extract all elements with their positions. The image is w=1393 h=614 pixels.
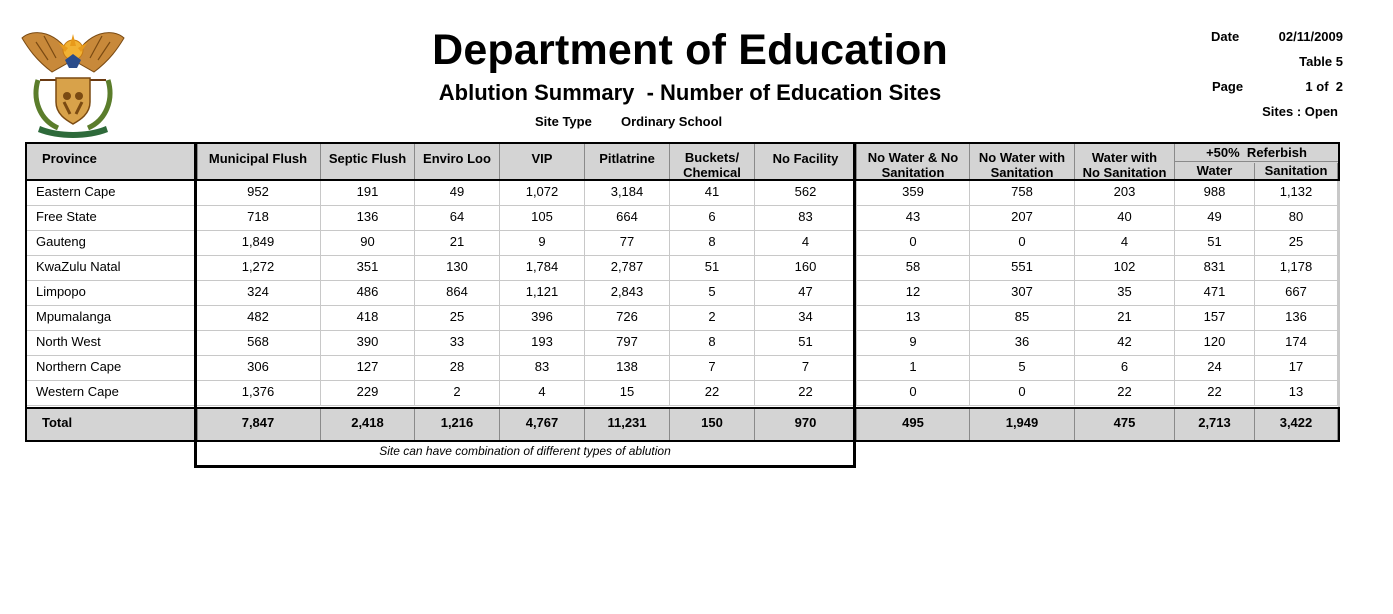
value-cell: 562 — [755, 181, 857, 206]
value-cell: 0 — [970, 381, 1075, 406]
province-cell: Gauteng — [25, 231, 196, 256]
value-cell: 51 — [1175, 231, 1255, 256]
value-cell: 136 — [1255, 306, 1338, 331]
value-cell: 22 — [1175, 381, 1255, 406]
value-cell: 1,849 — [196, 231, 321, 256]
value-cell: 207 — [970, 206, 1075, 231]
value-cell: 203 — [1075, 181, 1175, 206]
value-cell: 22 — [755, 381, 857, 406]
value-cell: 3,184 — [585, 181, 670, 206]
value-cell: 102 — [1075, 256, 1175, 281]
value-cell: 1,178 — [1255, 256, 1338, 281]
value-cell: 1,072 — [500, 181, 585, 206]
value-cell: 718 — [196, 206, 321, 231]
value-cell: 47 — [755, 281, 857, 306]
total-cell: 4,767 — [500, 409, 585, 440]
total-cell: 1,949 — [970, 409, 1075, 440]
coat-of-arms-icon — [18, 20, 128, 138]
column-header: Water with No Sanitation — [1075, 144, 1175, 179]
value-cell: 2,843 — [585, 281, 670, 306]
value-cell: 351 — [321, 256, 415, 281]
value-cell: 28 — [415, 356, 500, 381]
value-cell: 390 — [321, 331, 415, 356]
table-row — [25, 181, 1340, 206]
total-cell: 970 — [755, 409, 857, 440]
value-cell: 17 — [1255, 356, 1338, 381]
value-cell: 307 — [970, 281, 1075, 306]
column-header: Sanitation — [1255, 163, 1338, 179]
column-header: No Facility — [755, 144, 857, 179]
total-row — [25, 407, 1340, 442]
total-cell: 2,713 — [1175, 409, 1255, 440]
value-cell: 6 — [670, 206, 755, 231]
value-cell: 25 — [415, 306, 500, 331]
value-cell: 306 — [196, 356, 321, 381]
value-cell: 43 — [857, 206, 970, 231]
province-cell: North West — [25, 331, 196, 356]
value-cell: 5 — [970, 356, 1075, 381]
province-cell: Limpopo — [25, 281, 196, 306]
value-cell: 105 — [500, 206, 585, 231]
total-label: Total — [27, 409, 198, 440]
value-cell: 21 — [415, 231, 500, 256]
table-row — [25, 331, 1340, 356]
value-cell: 85 — [970, 306, 1075, 331]
value-cell: 42 — [1075, 331, 1175, 356]
column-header: Enviro Loo — [415, 144, 500, 179]
value-cell: 2 — [415, 381, 500, 406]
value-cell: 1,132 — [1255, 181, 1338, 206]
value-cell: 229 — [321, 381, 415, 406]
value-cell: 1,784 — [500, 256, 585, 281]
site-type-label: Site Type — [535, 114, 592, 129]
value-cell: 726 — [585, 306, 670, 331]
column-header: Province — [27, 144, 198, 179]
value-cell: 4 — [755, 231, 857, 256]
value-cell: 482 — [196, 306, 321, 331]
value-cell: 486 — [321, 281, 415, 306]
total-cell: 7,847 — [196, 409, 321, 440]
date-value: 02/11/2009 — [1278, 29, 1343, 44]
value-cell: 831 — [1175, 256, 1255, 281]
page-number: 1 of 2 — [1305, 79, 1343, 94]
value-cell: 13 — [857, 306, 970, 331]
value-cell: 471 — [1175, 281, 1255, 306]
value-cell: 0 — [970, 231, 1075, 256]
value-cell: 33 — [415, 331, 500, 356]
table-row — [25, 381, 1340, 406]
value-cell: 8 — [670, 331, 755, 356]
column-header: Pitlatrine — [585, 144, 670, 179]
value-cell: 22 — [1075, 381, 1175, 406]
page-title: Department of Education — [432, 26, 948, 74]
site-type-value: Ordinary School — [621, 114, 723, 129]
value-cell: 136 — [321, 206, 415, 231]
table-number: Table 5 — [1299, 54, 1343, 69]
value-cell: 24 — [1175, 356, 1255, 381]
value-cell: 1,376 — [196, 381, 321, 406]
value-cell: 21 — [1075, 306, 1175, 331]
value-cell: 551 — [970, 256, 1075, 281]
value-cell: 8 — [670, 231, 755, 256]
value-cell: 40 — [1075, 206, 1175, 231]
total-cell: 2,418 — [321, 409, 415, 440]
value-cell: 191 — [321, 181, 415, 206]
value-cell: 35 — [1075, 281, 1175, 306]
value-cell: 7 — [755, 356, 857, 381]
value-cell: 64 — [415, 206, 500, 231]
value-cell: 324 — [196, 281, 321, 306]
value-cell: 51 — [670, 256, 755, 281]
page-label: Page — [1212, 79, 1244, 94]
column-header: No Water with Sanitation — [970, 144, 1075, 179]
value-cell: 83 — [500, 356, 585, 381]
column-header: No Water & No Sanitation — [857, 144, 970, 179]
total-cell: 150 — [670, 409, 755, 440]
value-cell: 157 — [1175, 306, 1255, 331]
value-cell: 988 — [1175, 181, 1255, 206]
value-cell: 667 — [1255, 281, 1338, 306]
value-cell: 25 — [1255, 231, 1338, 256]
footnote: Site can have combination of different types of ablution — [379, 444, 671, 458]
column-header: VIP — [500, 144, 585, 179]
value-cell: 6 — [1075, 356, 1175, 381]
value-cell: 49 — [415, 181, 500, 206]
value-cell: 568 — [196, 331, 321, 356]
value-cell: 1,121 — [500, 281, 585, 306]
value-cell: 36 — [970, 331, 1075, 356]
sites-status: Sites : Open — [1262, 104, 1338, 119]
value-cell: 51 — [755, 331, 857, 356]
value-cell: 0 — [857, 231, 970, 256]
column-header: Water — [1175, 163, 1255, 179]
value-cell: 359 — [857, 181, 970, 206]
value-cell: 15 — [585, 381, 670, 406]
column-header: Municipal Flush — [196, 144, 321, 179]
value-cell: 90 — [321, 231, 415, 256]
total-cell: 3,422 — [1255, 409, 1338, 440]
value-cell: 797 — [585, 331, 670, 356]
report-subtitle: Ablution Summary - Number of Education Sites — [438, 80, 942, 105]
value-cell: 864 — [415, 281, 500, 306]
total-cell: 495 — [857, 409, 970, 440]
value-cell: 4 — [500, 381, 585, 406]
value-cell: 2 — [670, 306, 755, 331]
value-cell: 2,787 — [585, 256, 670, 281]
value-cell: 138 — [585, 356, 670, 381]
province-cell: Northern Cape — [25, 356, 196, 381]
refurbish-group-header: +50% Referbish — [1175, 144, 1338, 162]
value-cell: 1,272 — [196, 256, 321, 281]
value-cell: 41 — [670, 181, 755, 206]
value-cell: 9 — [500, 231, 585, 256]
value-cell: 12 — [857, 281, 970, 306]
value-cell: 160 — [755, 256, 857, 281]
total-cell: 11,231 — [585, 409, 670, 440]
province-cell: KwaZulu Natal — [25, 256, 196, 281]
table-row — [25, 281, 1340, 306]
value-cell: 396 — [500, 306, 585, 331]
value-cell: 4 — [1075, 231, 1175, 256]
value-cell: 34 — [755, 306, 857, 331]
value-cell: 758 — [970, 181, 1075, 206]
value-cell: 49 — [1175, 206, 1255, 231]
value-cell: 83 — [755, 206, 857, 231]
value-cell: 7 — [670, 356, 755, 381]
value-cell: 9 — [857, 331, 970, 356]
province-cell: Western Cape — [25, 381, 196, 406]
value-cell: 77 — [585, 231, 670, 256]
table-row — [25, 231, 1340, 256]
value-cell: 13 — [1255, 381, 1338, 406]
table-row — [25, 356, 1340, 381]
total-cell: 1,216 — [415, 409, 500, 440]
column-header: Septic Flush — [321, 144, 415, 179]
value-cell: 1 — [857, 356, 970, 381]
total-cell: 475 — [1075, 409, 1175, 440]
province-cell: Eastern Cape — [25, 181, 196, 206]
value-cell: 22 — [670, 381, 755, 406]
table-header — [25, 142, 1340, 181]
value-cell: 127 — [321, 356, 415, 381]
value-cell: 58 — [857, 256, 970, 281]
value-cell: 0 — [857, 381, 970, 406]
table-row — [25, 206, 1340, 231]
table-row — [25, 256, 1340, 281]
province-cell: Mpumalanga — [25, 306, 196, 331]
date-label: Date — [1211, 29, 1240, 44]
value-cell: 130 — [415, 256, 500, 281]
province-cell: Free State — [25, 206, 196, 231]
value-cell: 5 — [670, 281, 755, 306]
value-cell: 193 — [500, 331, 585, 356]
value-cell: 952 — [196, 181, 321, 206]
table-row — [25, 306, 1340, 331]
value-cell: 664 — [585, 206, 670, 231]
value-cell: 120 — [1175, 331, 1255, 356]
column-header: Buckets/ Chemical — [670, 144, 755, 179]
value-cell: 418 — [321, 306, 415, 331]
value-cell: 80 — [1255, 206, 1338, 231]
value-cell: 174 — [1255, 331, 1338, 356]
